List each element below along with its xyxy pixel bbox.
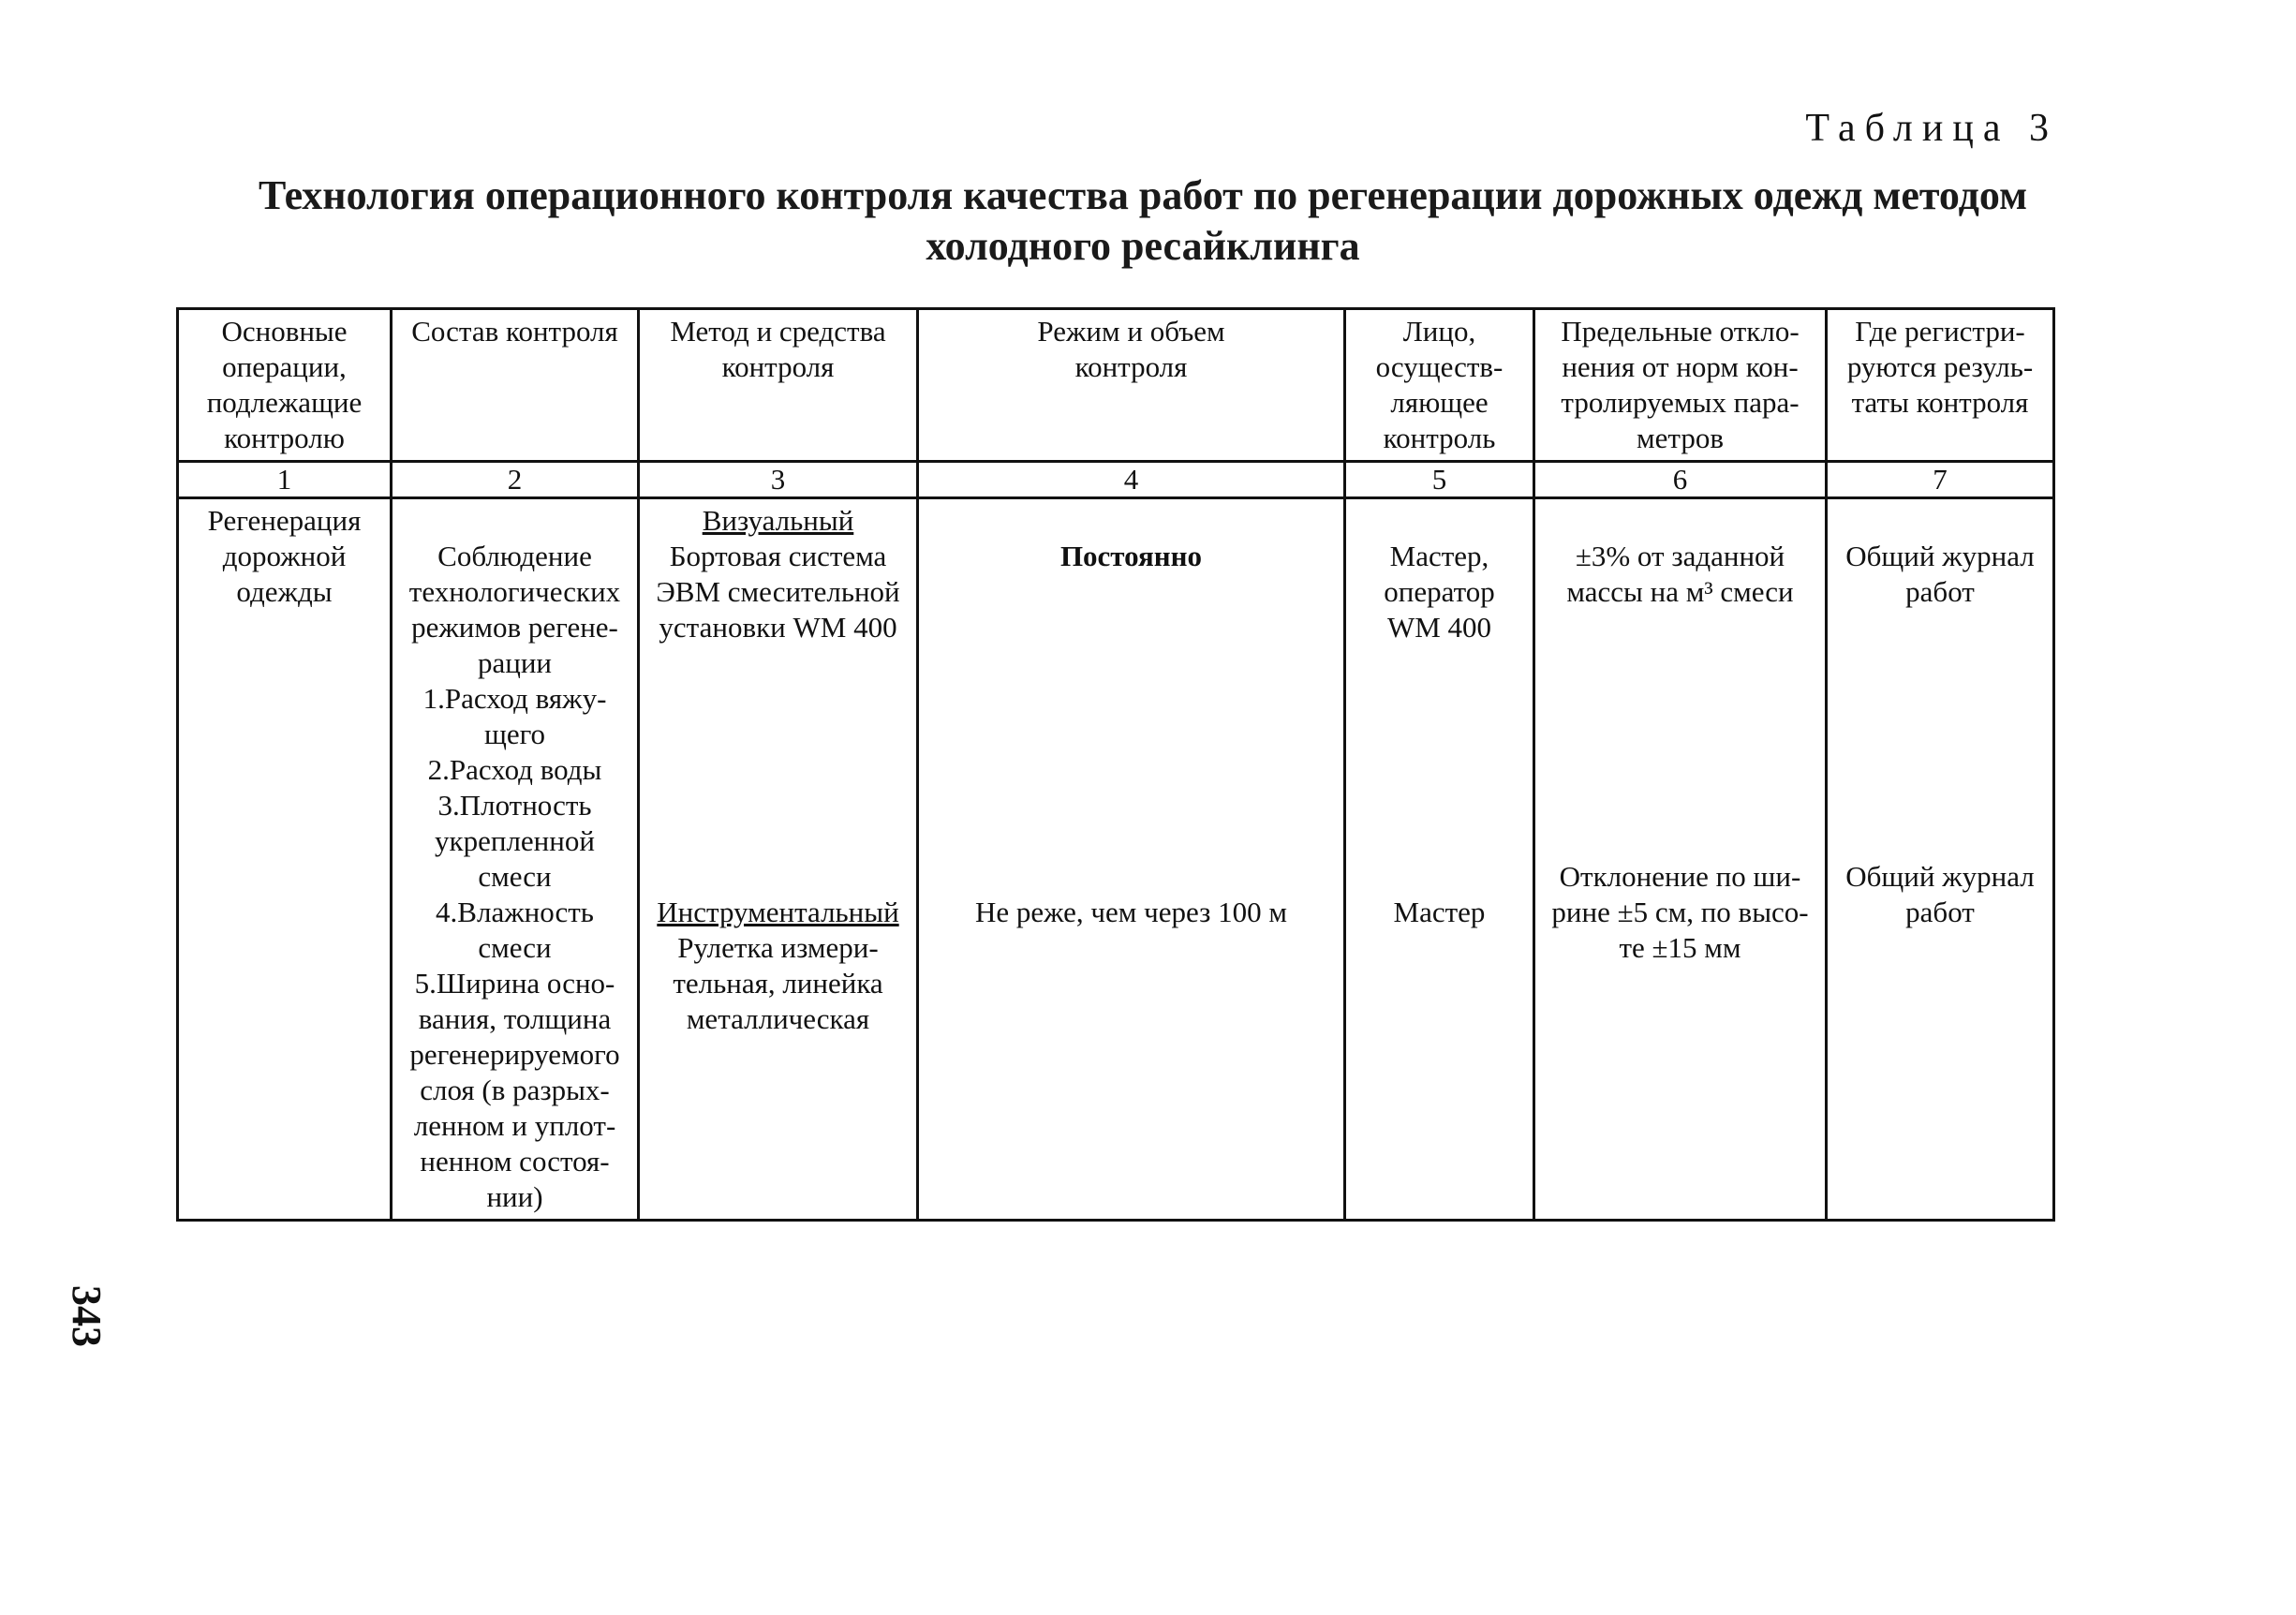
column-number: 7 (1827, 462, 2054, 498)
deviation-cell (1534, 498, 1827, 1221)
person-1: Мастер, оператор WM 400 (1384, 540, 1495, 644)
column-number: 5 (1345, 462, 1534, 498)
table-label: Таблица 3 (1805, 107, 2058, 150)
operation-cell (178, 498, 392, 1221)
header-cell: Основные операции, подлежащие контролю (178, 309, 392, 462)
header-cell: Метод и средства контроля (639, 309, 918, 462)
header-cell: Режим и объем контроля (918, 309, 1345, 462)
document-title: Технология операционного контроля качества работ по регенерации дорожных одежд методом холодного ресайклинга (258, 172, 2028, 269)
column-number: 4 (918, 462, 1345, 498)
header-row (178, 309, 2054, 462)
method-cell (639, 498, 918, 1221)
deviation-1: ±3% от заданной массы на м³ смеси (1566, 540, 1794, 608)
deviation-2: Отклонение по ши- рине ±5 см, по высо- те ±15 мм (1551, 860, 1809, 964)
method-visual-title: Визуальный (702, 504, 854, 537)
mode-interval: Не реже, чем через 100 м (975, 896, 1287, 928)
header-cell: Состав контроля (392, 309, 639, 462)
method-visual-text: Бортовая система ЭВМ смесительной установки WM 400 (656, 540, 900, 644)
method-instrumental-text: Рулетка измери- тельная, линейка металлическая (673, 931, 883, 1035)
operation-text: Регенерация дорожной одежды (207, 504, 362, 608)
column-number: 1 (178, 462, 392, 498)
column-number: 6 (1534, 462, 1827, 498)
composition-cell (392, 498, 639, 1221)
person-cell (1345, 498, 1534, 1221)
header-cell: Предельные откло- нения от норм кон- тролируемых пара- метров (1534, 309, 1827, 462)
register-cell (1827, 498, 2054, 1221)
header-cell: Лицо, осуществ- ляющее контроль (1345, 309, 1534, 462)
control-table (176, 307, 2055, 1222)
column-number: 2 (392, 462, 639, 498)
column-number: 3 (639, 462, 918, 498)
mode-constant: Постоянно (1059, 540, 1203, 572)
composition-text: Соблюдение технологических режимов регене- рации 1.Расход вяжу- щего 2.Расход воды 3.Плотность укрепленной смеси 4.Влажность смеси 5.Ширина осно- вания, толщина регенерируемого слоя (в разрых- ленном и уплот- ненном состоя- нии) (408, 540, 621, 1213)
table-row (178, 498, 2054, 1221)
header-cell: Где регистри- руются резуль- таты контроля (1827, 309, 2054, 462)
register-1: Общий журнал работ (1845, 540, 2035, 608)
column-number-row (178, 462, 2054, 498)
register-2: Общий журнал работ (1845, 860, 2035, 928)
method-instrumental-title: Инструментальный (657, 896, 899, 928)
page-number: 343 (64, 1285, 110, 1347)
mode-cell (918, 498, 1345, 1221)
person-2: Мастер (1393, 896, 1486, 928)
